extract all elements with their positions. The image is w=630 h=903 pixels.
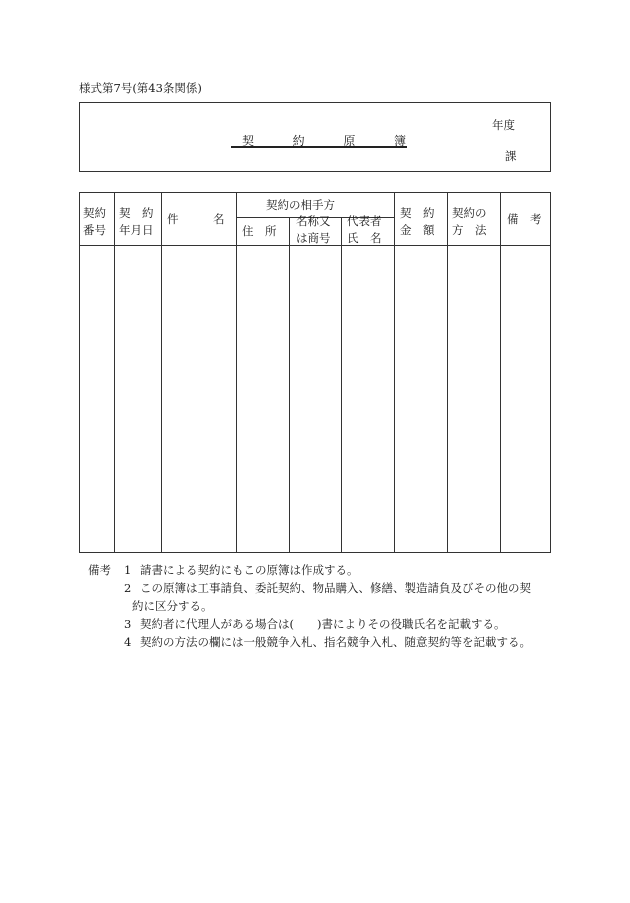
form-number-label: 様式第7号(第43条関係) [79,81,202,95]
ledger-title-char: 原 [343,134,356,148]
ledger-title-char: 簿 [393,134,406,148]
note-item [88,615,558,633]
title-underline [231,146,407,148]
column-divider [500,193,501,552]
column-divider [161,193,162,552]
fiscal-year-label: 年度 [492,118,515,132]
ledger-title-char: 契 [242,134,255,148]
column-divider [236,193,237,552]
note-text: 請書による契約にもこの原簿は作成する。 [140,563,359,577]
note-number: 2 [124,581,132,595]
column-divider [394,193,395,552]
note-number: 4 [124,635,132,649]
col-name: 名称又 は商号 [296,214,331,245]
col-amount: 契 約 金 額 [400,206,435,237]
note-text: 契約の方法の欄には一般競争入札、指名競争入札、随意契約等を記載する。 [140,635,531,649]
section-label: 課 [505,149,517,163]
note-number: 3 [124,617,132,631]
col-remarks: 備 考 [507,212,542,226]
contract-ledger-table [79,192,551,553]
note-item [88,579,558,597]
ledger-title-char: 約 [292,134,305,148]
note-text: この原簿は工事請負、委託契約、物品購入、修繕、製造請負及びその他の契 [140,581,531,595]
col-method: 契約の 方 法 [452,206,487,237]
notes-heading: 備考 [88,563,111,577]
col-representative: 代表者 氏 名 [347,214,382,245]
col-contract-date: 契 約 年月日 [119,206,154,237]
col-address: 住 所 [242,224,277,238]
column-divider [447,193,448,552]
col-counterparty: 契約の相手方 [266,198,335,212]
col-contract-no: 契約 番号 [83,206,106,237]
note-text: 契約者に代理人がある場合は( )書によりその役職氏名を記載する。 [140,617,506,631]
notes-section [88,561,558,651]
column-divider [114,193,115,552]
note-item [88,633,558,651]
column-divider [289,218,290,552]
note-item [88,561,558,579]
note-text-continuation: 約に区分する。 [132,599,213,613]
note-number: 1 [124,563,132,577]
col-subject: 件 名 [167,212,225,226]
column-divider [341,218,342,552]
